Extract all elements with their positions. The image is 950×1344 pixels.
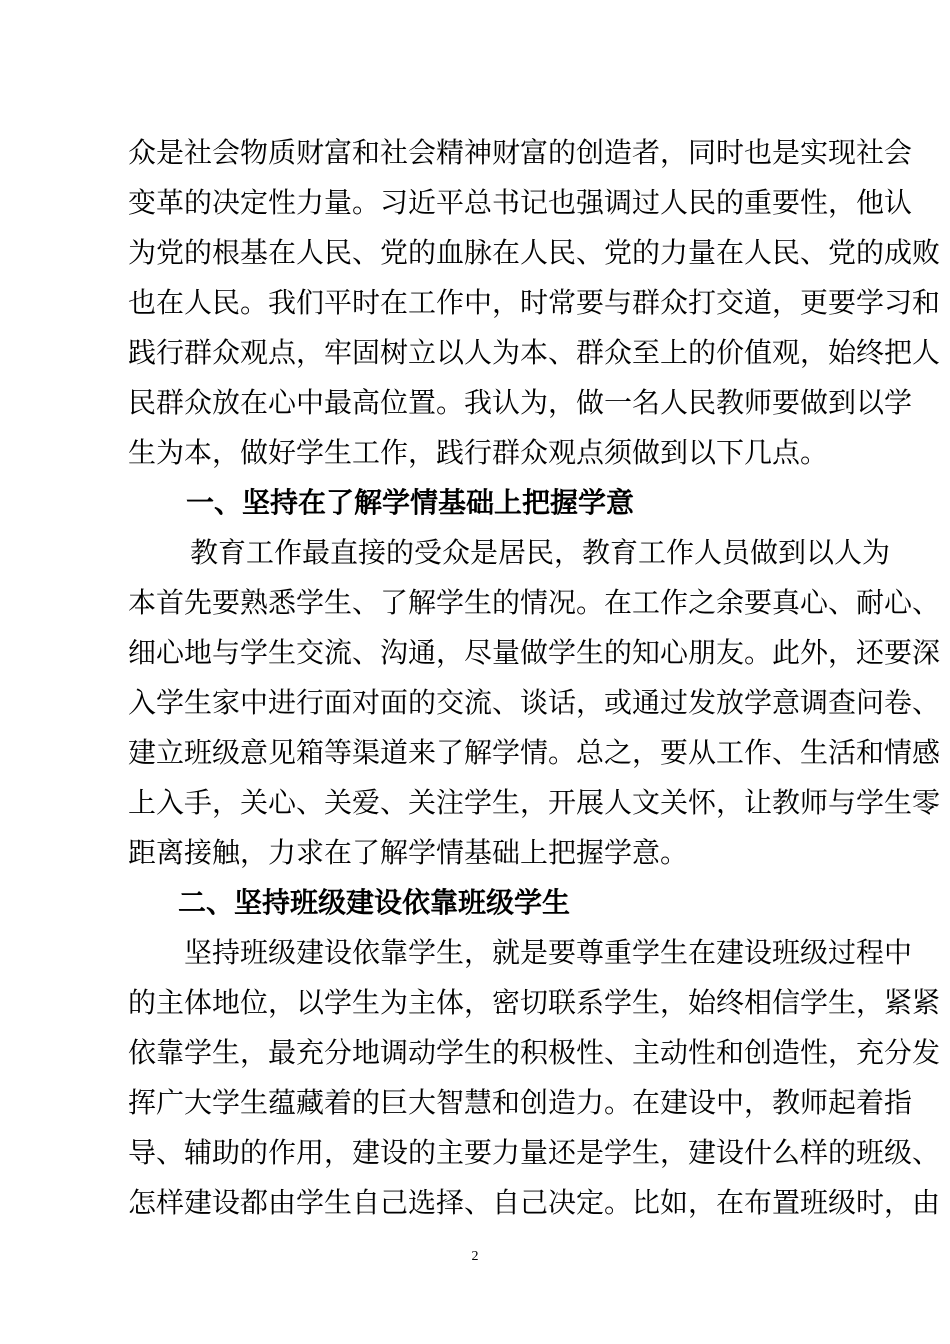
body-text-line: 导、辅助的作用，建设的主要力量还是学生，建设什么样的班级、 (128, 1136, 941, 1169)
body-text-line: 为党的根基在人民、党的血脉在人民、党的力量在人民、党的成败 (128, 236, 941, 269)
section-heading-1: 一、坚持在了解学情基础上把握学意 (186, 486, 635, 519)
body-text-line: 变革的决定性力量。习近平总书记也强调过人民的重要性，他认 (128, 186, 913, 219)
body-text-line: 的主体地位，以学生为主体，密切联系学生，始终相信学生，紧紧 (128, 986, 941, 1019)
body-text-line: 教育工作最直接的受众是居民，教育工作人员做到以人为 (190, 536, 891, 569)
body-text-line: 践行群众观点，牢固树立以人为本、群众至上的价值观，始终把人 (128, 336, 941, 369)
body-text-line: 坚持班级建设依靠学生，就是要尊重学生在建设班级过程中 (184, 936, 913, 969)
body-text-line: 距离接触，力求在了解学情基础上把握学意。 (128, 836, 689, 869)
body-text-line: 细心地与学生交流、沟通，尽量做学生的知心朋友。此外，还要深 (128, 636, 941, 669)
body-text-line: 本首先要熟悉学生、了解学生的情况。在工作之余要真心、耐心、 (128, 586, 941, 619)
body-text-line: 众是社会物质财富和社会精神财富的创造者，同时也是实现社会 (128, 136, 913, 169)
body-text-line: 挥广大学生蕴藏着的巨大智慧和创造力。在建设中，教师起着指 (128, 1086, 913, 1119)
body-text-line: 上入手，关心、关爱、关注学生，开展人文关怀，让教师与学生零 (128, 786, 941, 819)
body-text-line: 依靠学生，最充分地调动学生的积极性、主动性和创造性，充分发 (128, 1036, 941, 1069)
body-text-line: 建立班级意见箱等渠道来了解学情。总之，要从工作、生活和情感 (128, 736, 941, 769)
body-text-line: 民群众放在心中最高位置。我认为，做一名人民教师要做到以学 (128, 386, 913, 419)
body-text-line: 生为本，做好学生工作，践行群众观点须做到以下几点。 (128, 436, 829, 469)
body-text-line: 入学生家中进行面对面的交流、谈话，或通过发放学意调查问卷、 (128, 686, 941, 719)
section-heading-2: 二、坚持班级建设依靠班级学生 (178, 886, 571, 919)
body-text-line: 也在人民。我们平时在工作中，时常要与群众打交道，更要学习和 (128, 286, 941, 319)
page-number: 2 (471, 1249, 479, 1264)
body-text-line: 怎样建设都由学生自己选择、自己决定。比如，在布置班级时，由 (128, 1186, 941, 1219)
